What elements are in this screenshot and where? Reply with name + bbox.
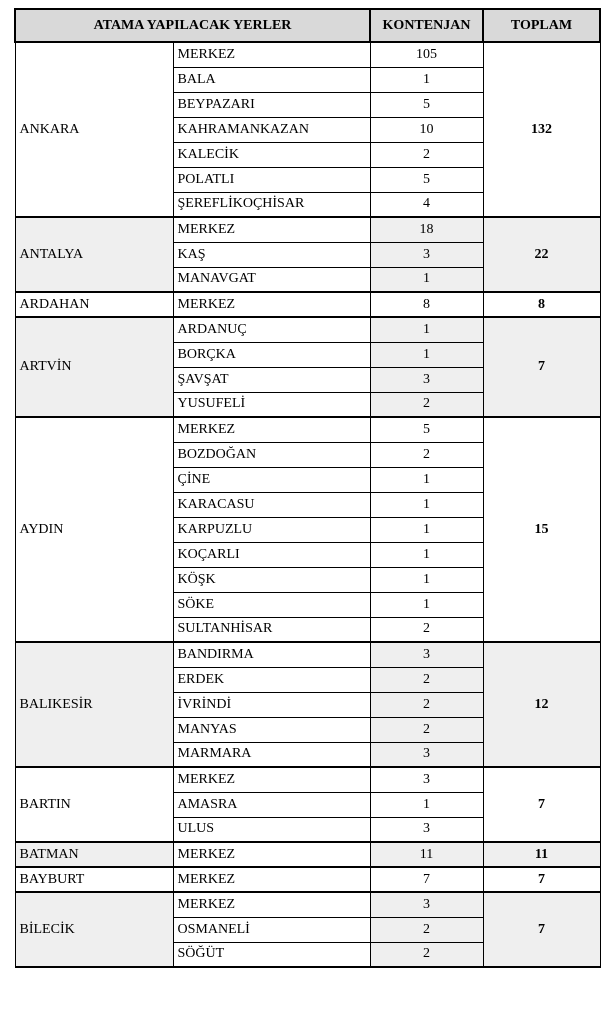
- district-name-cell: İVRİNDİ: [173, 692, 370, 717]
- header-atama-yerleri: ATAMA YAPILACAK YERLER: [15, 9, 370, 42]
- district-name-cell: KARPUZLU: [173, 517, 370, 542]
- district-name-cell: BALA: [173, 67, 370, 92]
- quota-cell: 5: [370, 167, 483, 192]
- quota-cell: 3: [370, 242, 483, 267]
- district-name-cell: KOÇARLI: [173, 542, 370, 567]
- province-group: [15, 292, 600, 317]
- province-group: [15, 867, 600, 892]
- province-total-cell: 22: [483, 217, 600, 292]
- quota-cell: 3: [370, 742, 483, 767]
- district-name-cell: ULUS: [173, 817, 370, 842]
- quota-cell: 2: [370, 617, 483, 642]
- district-name-cell: ŞEREFLİKOÇHİSAR: [173, 192, 370, 217]
- header-kontenjan: KONTENJAN: [370, 9, 483, 42]
- quota-cell: 2: [370, 667, 483, 692]
- district-name-cell: ARDANUÇ: [173, 317, 370, 342]
- header-toplam: TOPLAM: [483, 9, 600, 42]
- quota-cell: 5: [370, 92, 483, 117]
- province-total-cell: 7: [483, 867, 600, 892]
- province-name-cell: ARDAHAN: [15, 292, 173, 317]
- province-total-cell: 15: [483, 417, 600, 642]
- quota-cell: 1: [370, 542, 483, 567]
- district-name-cell: MERKEZ: [173, 292, 370, 317]
- quota-cell: 5: [370, 417, 483, 442]
- province-group: [15, 417, 600, 642]
- district-name-cell: MERKEZ: [173, 217, 370, 242]
- district-name-cell: SÖKE: [173, 592, 370, 617]
- district-name-cell: MERKEZ: [173, 767, 370, 792]
- province-name-cell: BATMAN: [15, 842, 173, 867]
- province-total-cell: 132: [483, 42, 600, 217]
- quota-cell: 1: [370, 592, 483, 617]
- table-row: [15, 642, 600, 667]
- quota-cell: 3: [370, 642, 483, 667]
- quota-cell: 4: [370, 192, 483, 217]
- province-group: [15, 217, 600, 292]
- quota-cell: 2: [370, 392, 483, 417]
- table-row: [15, 842, 600, 867]
- table-header: [15, 9, 600, 42]
- quota-cell: 3: [370, 367, 483, 392]
- quota-cell: 18: [370, 217, 483, 242]
- province-group: [15, 642, 600, 767]
- quota-cell: 2: [370, 692, 483, 717]
- quota-cell: 3: [370, 767, 483, 792]
- district-name-cell: MANYAS: [173, 717, 370, 742]
- header-row: [15, 9, 600, 42]
- quota-cell: 1: [370, 67, 483, 92]
- table-row: [15, 217, 600, 242]
- district-name-cell: BANDIRMA: [173, 642, 370, 667]
- table-row: [15, 42, 600, 67]
- district-name-cell: KAHRAMANKAZAN: [173, 117, 370, 142]
- district-name-cell: MERKEZ: [173, 867, 370, 892]
- district-name-cell: SULTANHİSAR: [173, 617, 370, 642]
- table-row: [15, 417, 600, 442]
- district-name-cell: KAŞ: [173, 242, 370, 267]
- table-row: [15, 892, 600, 917]
- province-name-cell: ANKARA: [15, 42, 173, 217]
- province-total-cell: 7: [483, 317, 600, 417]
- district-name-cell: MERKEZ: [173, 892, 370, 917]
- quota-cell: 2: [370, 942, 483, 967]
- province-name-cell: BİLECİK: [15, 892, 173, 967]
- province-name-cell: BALIKESİR: [15, 642, 173, 767]
- district-name-cell: BEYPAZARI: [173, 92, 370, 117]
- district-name-cell: MARMARA: [173, 742, 370, 767]
- province-group: [15, 42, 600, 217]
- district-name-cell: MERKEZ: [173, 842, 370, 867]
- quota-cell: 7: [370, 867, 483, 892]
- district-name-cell: ÇİNE: [173, 467, 370, 492]
- quota-cell: 1: [370, 492, 483, 517]
- province-name-cell: ANTALYA: [15, 217, 173, 292]
- table-row: [15, 292, 600, 317]
- table-row: [15, 767, 600, 792]
- quota-cell: 2: [370, 917, 483, 942]
- quota-cell: 3: [370, 892, 483, 917]
- district-name-cell: AMASRA: [173, 792, 370, 817]
- district-name-cell: ŞAVŞAT: [173, 367, 370, 392]
- district-name-cell: POLATLI: [173, 167, 370, 192]
- quota-cell: 105: [370, 42, 483, 67]
- district-name-cell: MANAVGAT: [173, 267, 370, 292]
- quota-cell: 8: [370, 292, 483, 317]
- quota-cell: 11: [370, 842, 483, 867]
- district-name-cell: MERKEZ: [173, 417, 370, 442]
- district-name-cell: BORÇKA: [173, 342, 370, 367]
- table-row: [15, 317, 600, 342]
- quota-cell: 1: [370, 342, 483, 367]
- province-group: [15, 767, 600, 842]
- quota-cell: 1: [370, 467, 483, 492]
- quota-cell: 1: [370, 567, 483, 592]
- district-name-cell: KARACASU: [173, 492, 370, 517]
- quota-cell: 2: [370, 442, 483, 467]
- province-name-cell: BARTIN: [15, 767, 173, 842]
- assignment-table: [14, 8, 601, 968]
- province-group: [15, 317, 600, 417]
- table-row: [15, 867, 600, 892]
- quota-cell: 3: [370, 817, 483, 842]
- province-total-cell: 11: [483, 842, 600, 867]
- district-name-cell: ERDEK: [173, 667, 370, 692]
- province-total-cell: 12: [483, 642, 600, 767]
- province-total-cell: 7: [483, 767, 600, 842]
- district-name-cell: BOZDOĞAN: [173, 442, 370, 467]
- quota-cell: 1: [370, 317, 483, 342]
- province-name-cell: AYDIN: [15, 417, 173, 642]
- quota-cell: 10: [370, 117, 483, 142]
- province-name-cell: ARTVİN: [15, 317, 173, 417]
- province-name-cell: BAYBURT: [15, 867, 173, 892]
- district-name-cell: KALECİK: [173, 142, 370, 167]
- district-name-cell: OSMANELİ: [173, 917, 370, 942]
- district-name-cell: YUSUFELİ: [173, 392, 370, 417]
- quota-cell: 1: [370, 267, 483, 292]
- district-name-cell: KÖŞK: [173, 567, 370, 592]
- province-total-cell: 7: [483, 892, 600, 967]
- quota-cell: 1: [370, 792, 483, 817]
- province-total-cell: 8: [483, 292, 600, 317]
- quota-cell: 2: [370, 142, 483, 167]
- province-group: [15, 842, 600, 867]
- quota-cell: 1: [370, 517, 483, 542]
- district-name-cell: SÖĞÜT: [173, 942, 370, 967]
- quota-cell: 2: [370, 717, 483, 742]
- district-name-cell: MERKEZ: [173, 42, 370, 67]
- province-group: [15, 892, 600, 967]
